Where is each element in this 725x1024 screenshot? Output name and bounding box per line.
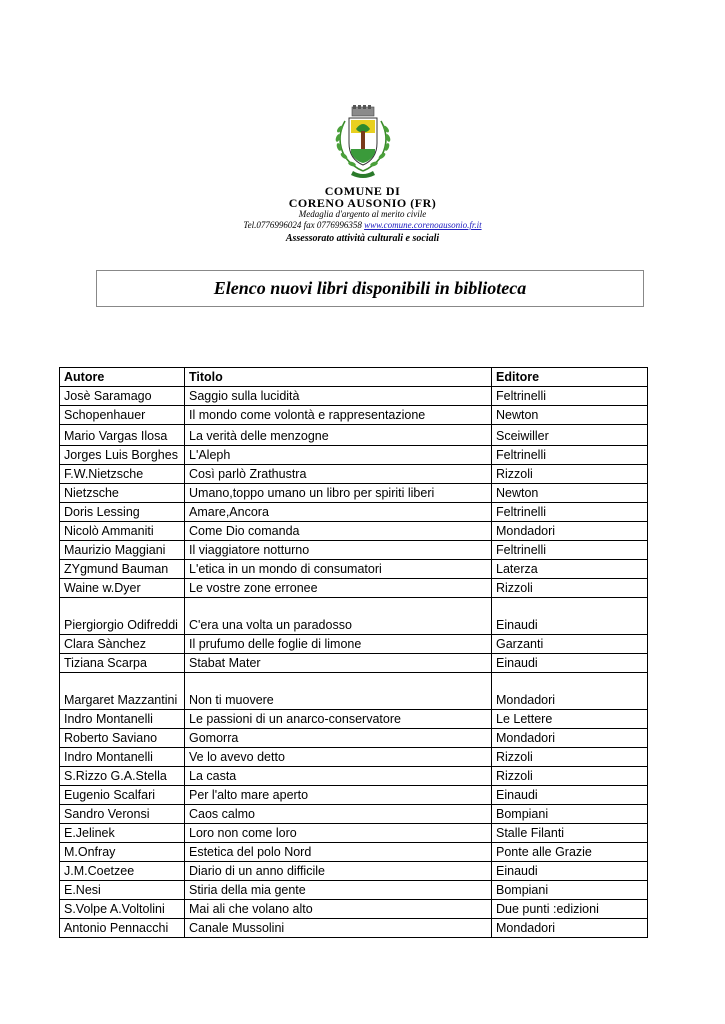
title-cell: Estetica del polo Nord [185,843,492,862]
table-row [60,425,648,446]
title-cell: Gomorra [185,729,492,748]
table-row [60,805,648,824]
author-cell: Maurizio Maggiani [60,541,185,560]
author-cell: S.Rizzo G.A.Stella [60,767,185,786]
publisher-cell: Bompiani [492,881,648,900]
table-row [60,824,648,843]
author-cell: Eugenio Scalfari [60,786,185,805]
author-cell: Indro Montanelli [60,710,185,729]
table-row [60,654,648,673]
title-cell: Così parlò Zrathustra [185,465,492,484]
books-table [59,367,648,938]
publisher-cell: Feltrinelli [492,541,648,560]
title-cell: Saggio sulla lucidità [185,387,492,406]
title-cell: Canale Mussolini [185,919,492,938]
title-cell: Stabat Mater [185,654,492,673]
author-cell: Josè Saramago [60,387,185,406]
publisher-cell: Ponte alle Grazie [492,843,648,862]
publisher-cell: Mondadori [492,919,648,938]
phone-fax: Tel.0776996024 fax 0776996358 [243,220,362,230]
title-cell: Mai ali che volano alto [185,900,492,919]
table-row [60,484,648,503]
table-row [60,598,648,635]
table-row [60,541,648,560]
publisher-cell: Mondadori [492,729,648,748]
title-cell: La verità delle menzogne [185,425,492,446]
title-cell: Per l'alto mare aperto [185,786,492,805]
table-row [60,881,648,900]
document-title-box [96,270,644,307]
org-name-line1: COMUNE DI [324,184,401,198]
title-cell: Il prufumo delle foglie di limone [185,635,492,654]
title-cell: Come Dio comanda [185,522,492,541]
title-cell: L'etica in un mondo di consumatori [185,560,492,579]
publisher-cell: Mondadori [492,522,648,541]
table-row [60,522,648,541]
table-row [60,635,648,654]
author-cell: Mario Vargas Ilosa [60,425,185,446]
author-cell: Waine w.Dyer [60,579,185,598]
publisher-cell: Laterza [492,560,648,579]
publisher-cell: Sceiwiller [492,425,648,446]
title-cell: Le passioni di un anarco-conservatore [185,710,492,729]
title-cell: Non ti muovere [185,673,492,710]
table-row [60,729,648,748]
publisher-cell: Mondadori [492,673,648,710]
table-row [60,843,648,862]
table-row [60,579,648,598]
title-cell: Diario di un anno difficile [185,862,492,881]
author-cell: Tiziana Scarpa [60,654,185,673]
table-row [60,465,648,484]
table-row [60,786,648,805]
publisher-cell: Einaudi [492,786,648,805]
title-cell: Umano,toppo umano un libro per spiriti liberi [185,484,492,503]
title-cell: Il viaggiatore notturno [185,541,492,560]
title-cell: Caos calmo [185,805,492,824]
publisher-cell: Rizzoli [492,748,648,767]
publisher-cell: Due punti :edizioni [492,900,648,919]
publisher-cell: Einaudi [492,862,648,881]
title-cell: La casta [185,767,492,786]
publisher-cell: Rizzoli [492,767,648,786]
letterhead [0,105,725,245]
table-row [60,387,648,406]
title-cell: Loro non come loro [185,824,492,843]
author-cell: Indro Montanelli [60,748,185,767]
title-cell: Il mondo come volontà e rappresentazione [185,406,492,425]
author-cell: M.Onfray [60,843,185,862]
table-row [60,919,648,938]
title-cell: L'Aleph [185,446,492,465]
title-cell: Stiria della mia gente [185,881,492,900]
publisher-cell: Rizzoli [492,465,648,484]
table-row [60,900,648,919]
publisher-cell: Garzanti [492,635,648,654]
author-cell: J.M.Coetzee [60,862,185,881]
publisher-cell: Feltrinelli [492,446,648,465]
coat-of-arms-emblem [323,105,403,183]
document-title: Elenco nuovi libri disponibili in biblioteca [213,278,527,298]
author-cell: S.Volpe A.Voltolini [60,900,185,919]
table-row [60,560,648,579]
author-cell: E.Nesi [60,881,185,900]
table-row [60,862,648,881]
website-link[interactable]: www.comune.corenoausonio.fr.it [364,220,482,230]
contacts-line [0,220,725,231]
table-row [60,503,648,522]
org-name-line2: CORENO AUSONIO (FR) [288,196,437,210]
author-cell: Doris Lessing [60,503,185,522]
column-header-author: Autore [60,368,185,387]
table-header-row [60,368,648,387]
author-cell: F.W.Nietzsche [60,465,185,484]
publisher-cell: Einaudi [492,598,648,635]
title-cell: Le vostre zone erronee [185,579,492,598]
author-cell: Schopenhauer [60,406,185,425]
table-row [60,748,648,767]
author-cell: Nicolò Ammaniti [60,522,185,541]
publisher-cell: Newton [492,484,648,503]
column-header-publisher: Editore [492,368,648,387]
column-header-title: Titolo [185,368,492,387]
author-cell: Margaret Mazzantini [60,673,185,710]
table-row [60,406,648,425]
publisher-cell: Rizzoli [492,579,648,598]
assessorato-text: Assessorato attività culturali e sociali [285,233,440,244]
title-cell: Amare,Ancora [185,503,492,522]
author-cell: Jorges Luis Borghes [60,446,185,465]
author-cell: ZYgmund Bauman [60,560,185,579]
publisher-cell: Le Lettere [492,710,648,729]
publisher-cell: Einaudi [492,654,648,673]
publisher-cell: Newton [492,406,648,425]
author-cell: Clara Sànchez [60,635,185,654]
medal-text: Medaglia d'argento al merito civile [298,209,427,219]
title-cell: C'era una volta un paradosso [185,598,492,635]
table-row [60,446,648,465]
author-cell: Nietzsche [60,484,185,503]
publisher-cell: Feltrinelli [492,503,648,522]
author-cell: Sandro Veronsi [60,805,185,824]
table-row [60,767,648,786]
publisher-cell: Feltrinelli [492,387,648,406]
title-cell: Ve lo avevo detto [185,748,492,767]
table-row [60,710,648,729]
author-cell: E.Jelinek [60,824,185,843]
author-cell: Antonio Pennacchi [60,919,185,938]
author-cell: Roberto Saviano [60,729,185,748]
publisher-cell: Stalle Filanti [492,824,648,843]
author-cell: Piergiorgio Odifreddi [60,598,185,635]
publisher-cell: Bompiani [492,805,648,824]
table-row [60,673,648,710]
